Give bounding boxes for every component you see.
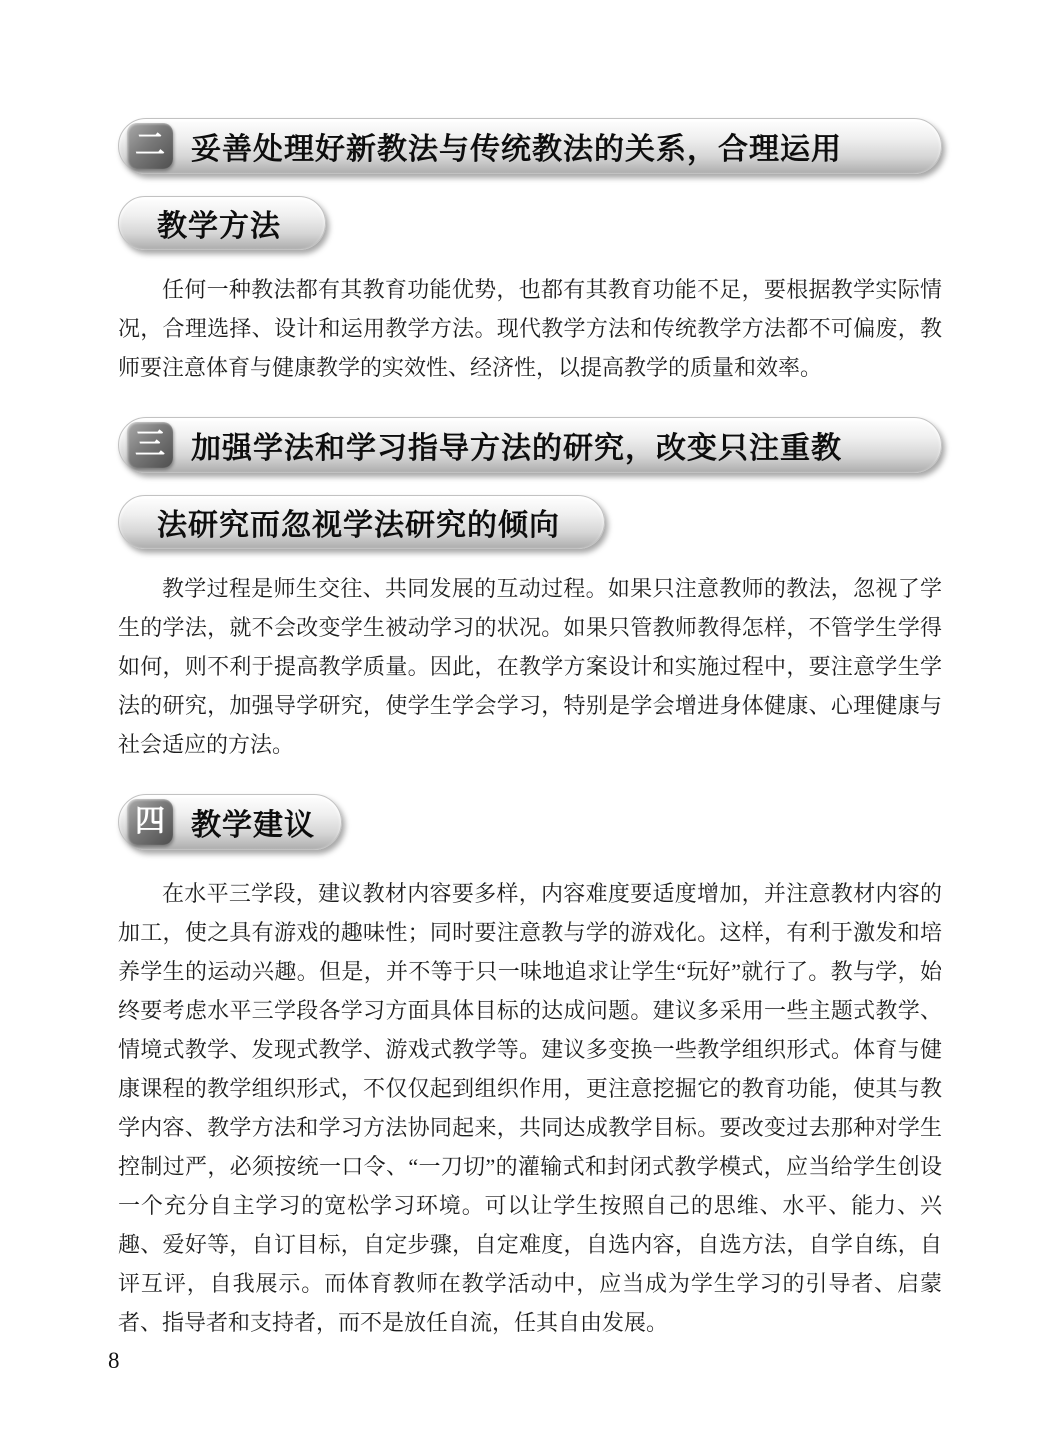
- section-2: [118, 118, 942, 387]
- section-2-heading-row: [118, 118, 942, 174]
- section-4: [118, 794, 942, 1342]
- section-3-number-badge: 三: [127, 422, 173, 468]
- section-3-title-line1: 加强学法和学习指导方法的研究，改变只注重教: [191, 432, 842, 465]
- section-4-heading-row: [118, 794, 942, 850]
- section-3-title-line2: 法研究而忽视学法研究的倾向: [157, 509, 560, 542]
- section-4-heading-pill: [118, 794, 342, 850]
- document-page: [118, 118, 942, 1372]
- section-3-heading-row: [118, 417, 942, 473]
- section-2-title-line2: 教学方法: [157, 210, 281, 243]
- section-2-heading-pill-2: [118, 196, 326, 250]
- section-2-heading-pill: [118, 118, 942, 174]
- section-2-paragraph: 任何一种教法都有其教育功能优势，也都有其教育功能不足，要根据教学实际情况，合理选择、设计和运用教学方法。现代教学方法和传统教学方法都不可偏废，教师要注意体育与健康教学的实效性、经济性，以提高教学的质量和效率。: [118, 277, 942, 380]
- section-4-paragraph: 在水平三学段，建议教材内容要多样，内容难度要适度增加，并注意教材内容的加工，使之具有游戏的趣味性；同时要注意教与学的游戏化。这样，有利于激发和培养学生的运动兴趣。但是，并不等于只一味地追求让学生“玩好”就行了。教与学，始终要考虑水平三学段各学习方面具体目标的达成问题。建议多采用一些主题式教学、情境式教学、发现式教学、游戏式教学等。建议多变换一些教学组织形式。体育与健康课程的教学组织形式，不仅仅起到组织作用，更注意挖掘它的教育功能，使其与教学内容、教学方法和学习方法协同起来，共同达成教学目标。要改变过去那种对学生控制过严，必须按统一口令、“一刀切”的灌输式和封闭式教学模式，应当给学生创设一个充分自主学习的宽松学习环境。可以让学生按照自己的思维、水平、能力、兴趣、爱好等，自订目标，自定步骤，自定难度，自选内容，自选方法，自学自练，自评互评，自我展示。而体育教师在教学活动中，应当成为学生学习的引导者、启蒙者、指导者和支持者，而不是放任自流，任其自由发展。: [118, 881, 942, 1335]
- section-3-heading-pill: [118, 417, 942, 473]
- section-2-title-line1: 妥善处理好新教法与传统教法的关系，合理运用: [191, 133, 842, 166]
- section-2-heading-row-2: [118, 196, 942, 250]
- section-3-paragraph: 教学过程是师生交往、共同发展的互动过程。如果只注意教师的教法，忽视了学生的学法，就不会改变学生被动学习的状况。如果只管教师教得怎样，不管学生学得如何，则不利于提高教学质量。因此，在教学方案设计和实施过程中，要注意学生学法的研究，加强导学研究，使学生学会学习，特别是学会增进身体健康、心理健康与社会适应的方法。: [118, 576, 942, 757]
- section-3-heading-row-2: [118, 495, 942, 549]
- section-4-title-line1: 教学建议: [191, 809, 315, 842]
- section-3-heading-pill-2: [118, 495, 605, 549]
- page-number: 8: [108, 1348, 120, 1373]
- section-3: [118, 417, 942, 764]
- section-2-number-badge: 二: [127, 123, 173, 169]
- section-4-number-badge: 四: [127, 799, 173, 845]
